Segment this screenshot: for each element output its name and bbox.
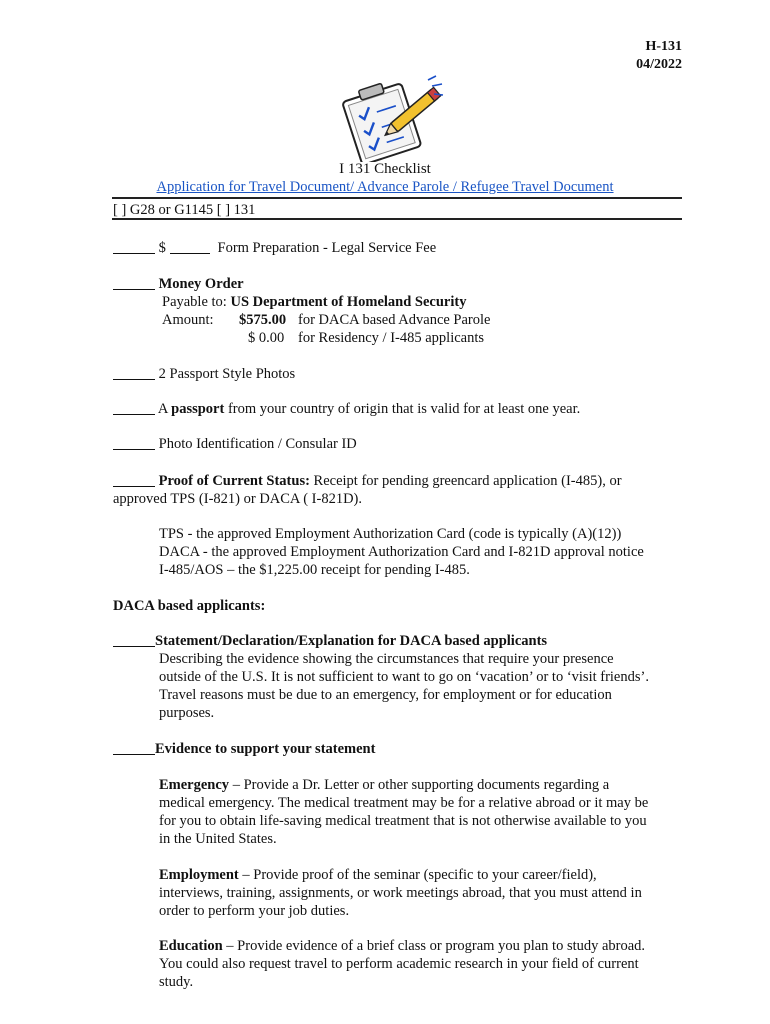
daca-heading: DACA based applicants: [113, 598, 266, 614]
photo-id-row [113, 435, 357, 453]
blank-line [113, 437, 155, 450]
status-note: I-485/AOS – the $1,225.00 receipt for pending I-485. [159, 562, 470, 578]
blank-line [113, 277, 155, 290]
proof-row [113, 472, 622, 490]
dollar-sign: $ [158, 240, 166, 256]
payable-value: US Department of Homeland Security [230, 294, 467, 310]
proof-heading: Proof of Current Status: [158, 473, 310, 489]
money-order-heading: Money Order [158, 276, 244, 292]
photos-label: 2 Passport Style Photos [158, 366, 296, 382]
amount-2-desc: for Residency / I-485 applicants [298, 330, 485, 346]
emergency-line-1 [159, 776, 609, 794]
form-date: 04/2022 [636, 57, 682, 72]
proof-text-1: Receipt for pending greencard application (I-485), or [313, 473, 622, 489]
education-text: – Provide evidence of a brief class or program you plan to study abroad. [222, 938, 646, 954]
emergency-label: Emergency [159, 777, 230, 793]
statement-line: Travel reasons must be due to an emergency, for employment or for education [159, 687, 612, 703]
blank-line [113, 241, 155, 254]
employment-line: interviews, training, assignments, or work meetings abroad, that you must attend in [159, 885, 642, 901]
amount-1: $575.00 [239, 312, 287, 328]
fee-row [113, 239, 436, 257]
divider-top [112, 197, 682, 199]
amount-label: Amount: [162, 312, 214, 328]
statement-line: outside of the U.S. It is not sufficient to want to go on ‘vacation’ or to ‘visit friends’. [159, 669, 649, 685]
checkboxes-line: [ ] G28 or G1145 [ ] 131 [113, 202, 256, 218]
photo-id-label: Photo Identification / Consular ID [158, 436, 357, 452]
passport-pre: A [157, 401, 168, 417]
page-title: I 131 Checklist [339, 161, 431, 177]
payable-label: Payable to: [162, 294, 227, 310]
statement-row [113, 632, 547, 650]
education-line: You could also request travel to perform academic research in your field of current [159, 956, 639, 972]
employment-line-1 [159, 866, 597, 884]
passport-row [113, 400, 580, 418]
statement-heading: Statement/Declaration/Explanation for DACA based applicants [155, 633, 548, 649]
form-code [636, 38, 682, 74]
blank-line [170, 241, 210, 254]
blank-line [113, 742, 155, 755]
employment-line: order to perform your job duties. [159, 903, 350, 919]
emergency-line: medical emergency. The medical treatment may be for a relative abroad or it may be [159, 795, 649, 811]
statement-line: purposes. [159, 705, 215, 721]
emergency-text: – Provide a Dr. Letter or other supporting documents regarding a [229, 777, 610, 793]
education-line: study. [159, 974, 194, 990]
passport-bold: passport [171, 401, 225, 417]
employment-label: Employment [159, 867, 239, 883]
passport-post: from your country of origin that is valid for at least one year. [227, 401, 581, 417]
employment-text: – Provide proof of the seminar (specific to your career/field), [238, 867, 597, 883]
evidence-row [113, 740, 375, 758]
checklist-clipart-icon [336, 70, 456, 162]
education-line-1 [159, 937, 645, 955]
status-note: TPS - the approved Employment Authorization Card (code is typically (A)(12)) [159, 526, 622, 542]
money-order-row [113, 275, 244, 293]
blank-line [113, 474, 155, 487]
form-number: H-131 [645, 39, 682, 54]
divider-bottom [112, 218, 682, 220]
blank-line [113, 367, 155, 380]
emergency-line: in the United States. [159, 831, 277, 847]
education-label: Education [159, 938, 223, 954]
status-note: DACA - the approved Employment Authorization Card and I-821D approval notice [159, 544, 644, 560]
blank-line [113, 634, 155, 647]
amount-1-desc: for DACA based Advance Parole [298, 312, 491, 328]
fee-label: Form Preparation - Legal Service Fee [217, 240, 437, 256]
blank-line [113, 402, 155, 415]
emergency-line: for you to obtain life-saving medical treatment that is not otherwise available to you [159, 813, 647, 829]
evidence-heading: Evidence to support your statement [155, 741, 376, 757]
photos-row [113, 365, 295, 383]
subtitle-link[interactable]: Application for Travel Document/ Advance Parole / Refugee Travel Document [156, 179, 614, 195]
payable-row [162, 293, 466, 311]
proof-text-2: approved TPS (I-821) or DACA ( I-821D). [113, 491, 363, 507]
amount-2: $ 0.00 [248, 330, 285, 346]
statement-line: Describing the evidence showing the circumstances that require your presence [159, 651, 614, 667]
